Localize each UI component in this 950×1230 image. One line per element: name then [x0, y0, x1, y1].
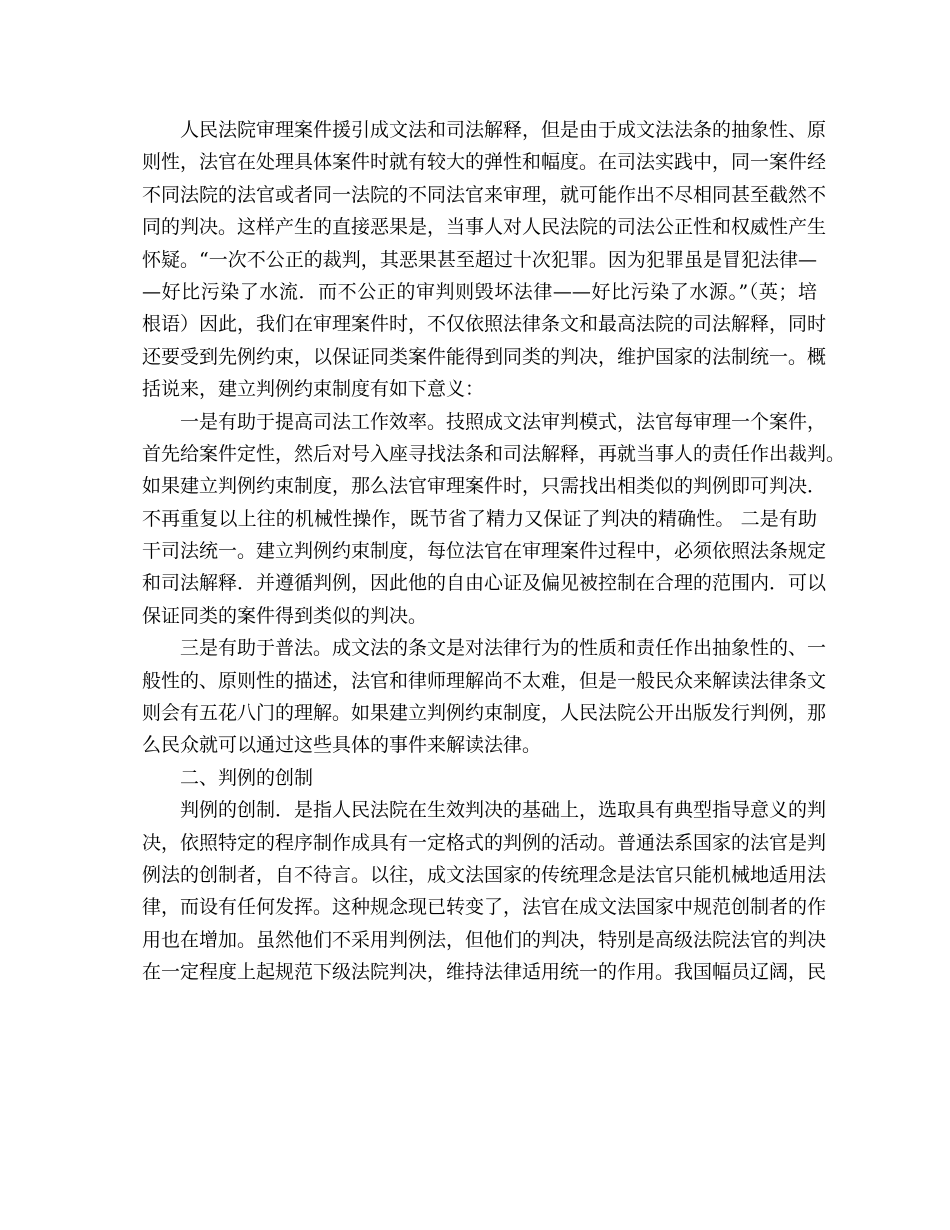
paragraph-first-line: 二、判例的创制	[180, 766, 314, 789]
text-line: 如果建立判例约束制度，那么法官审理案件时，只需找出相类似的判例即可判决．	[142, 475, 827, 498]
text-line: 括说来，建立判例约束制度有如下意义：	[142, 378, 485, 401]
text-line: 保证同类的案件得到类似的判决。	[142, 604, 428, 627]
text-line: 不再重复以上往的机械性操作，既节省了精力又保证了判决的精确性。 二是有助	[142, 507, 817, 530]
text-line: 和司法解释．并遵循判例，因此他的自由心证及偏见被控制在合理的范围内．可以	[142, 572, 827, 595]
paragraph-first-line: 三是有助于普法。成文法的条文是对法律行为的性质和责任作出抽象性的、一	[180, 637, 827, 660]
text-line: 还要受到先例约束，以保证同类案件能得到同类的判决，维护国家的法制统一。概	[142, 345, 827, 368]
text-line: 例法的创制者，自不待言。以往，成文法国家的传统理念是法官只能机械地适用法	[142, 863, 827, 886]
text-line: 根语）因此，我们在审理案件时，不仅依照法律条文和最高法院的司法解释，同时	[142, 313, 827, 336]
text-line: 般性的、原则性的描述，法官和律师理解尚不太难，但是一般民众来解读法律条文	[142, 669, 827, 692]
text-line: 在一定程度上起规范下级法院判决，维持法律适用统一的作用。我国幅员辽阔，民	[142, 961, 827, 984]
document-body	[142, 114, 846, 989]
paragraph-first-line: 判例的创制．是指人民法院在生效判决的基础上，选取具有典型指导意义的判	[180, 799, 827, 822]
text-line: 么民众就可以通过这些具体的事件来解读法律。	[142, 734, 542, 757]
text-line: 干司法统一。建立判例约束制度，每位法官在审理案件过程中，必须依照法条规定	[142, 540, 827, 563]
text-line: —好比污染了水流．而不公正的审判则毁坏法律——好比污染了水源。”（英；培	[142, 280, 817, 303]
text-line: 决，依照特定的程序制作成具有一定格式的判例的活动。普通法系国家的法官是判	[142, 831, 827, 854]
text-line: 则会有五花八门的理解。如果建立判例约束制度，人民法院公开出版发行判例，那	[142, 702, 827, 725]
text-line: 怀疑。“一次不公正的裁判，其恶果甚至超过十次犯罪。因为犯罪虽是冒犯法律—	[142, 248, 817, 271]
paragraph-first-line: 人民法院审理案件援引成文法和司法解释，但是由于成文法法条的抽象性、原	[180, 119, 827, 141]
text-line: 首先给案件定性，然后对号入座寻找法条和司法解释，再就当事人的责任作出裁判。	[142, 442, 846, 465]
paragraph-first-line: 一是有助于提高司法工作效率。技照成文法审判模式，法官每审理一个案件，	[180, 410, 827, 433]
text-line: 则性，法官在处理具体案件时就有较大的弹性和幅度。在司法实践中，同一案件经	[142, 151, 827, 174]
text-line: 同的判决。这样产生的直接恶果是，当事人对人民法院的司法公正性和权威性产生	[142, 216, 827, 239]
text-line: 不同法院的法官或者同一法院的不同法官来审理，就可能作出不尽相同甚至截然不	[142, 183, 827, 206]
text-line: 用也在增加。虽然他们不采用判例法，但他们的判决，特别是高级法院法官的判决	[142, 928, 827, 951]
text-line: 律，而设有任何发挥。这种规念现已转变了，法官在成文法国家中规范创制者的作	[142, 896, 827, 919]
